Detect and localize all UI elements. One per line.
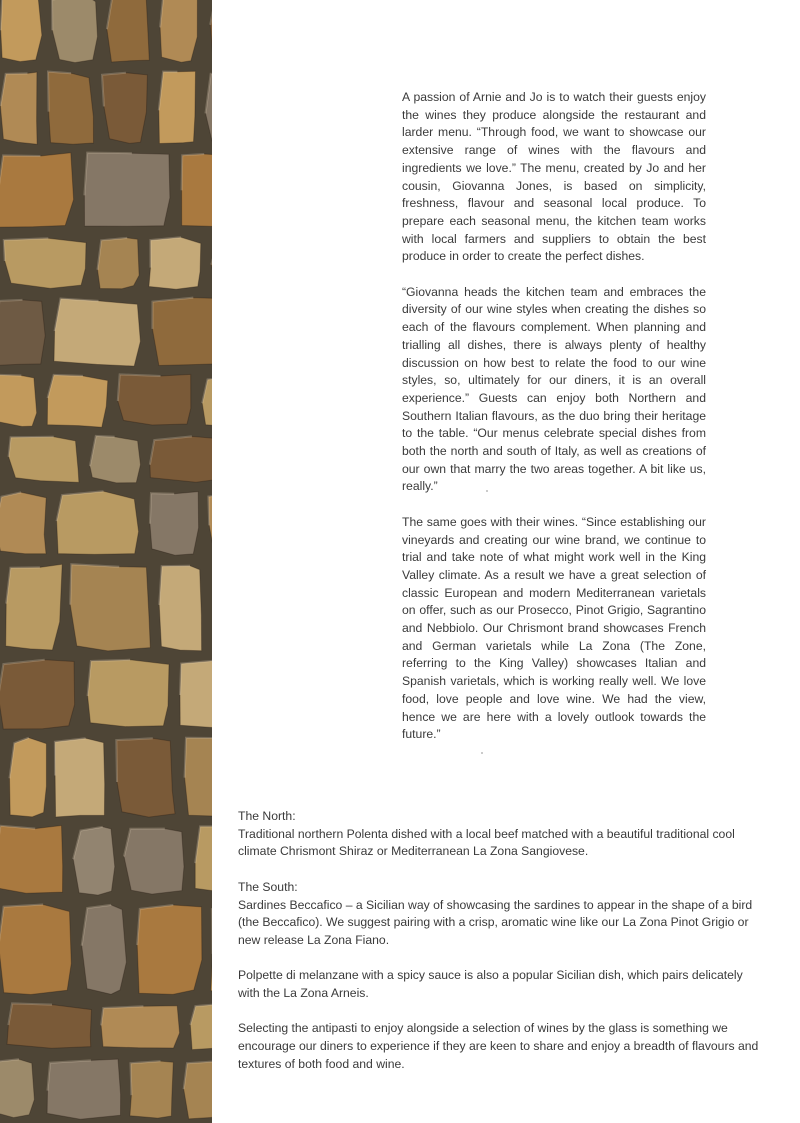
stone (9, 437, 79, 483)
stone (10, 738, 47, 817)
stone (0, 375, 37, 427)
stone (90, 436, 141, 483)
stone (70, 564, 150, 651)
stone (52, 0, 98, 63)
stone (150, 436, 212, 482)
stone (130, 1061, 173, 1118)
stone (152, 298, 212, 366)
polpette-text: Polpette di melanzane with a spicy sauce is also a popular Sicilian dish, which pairs delicately with the La Zona Arneis. (238, 968, 743, 1000)
stone (1, 0, 42, 62)
stone (124, 829, 184, 895)
antipasti-text: Selecting the antipasti to enjoy alongside a selection of wines by the glass is something we encourage our diners to experience if they are keen to share and enjoy a breadth of flavours and textures of both food and wine. (238, 1021, 759, 1071)
stone (107, 0, 149, 62)
stone (184, 1062, 212, 1119)
stone-wall-image (0, 0, 212, 1123)
stone (149, 237, 201, 289)
stone (0, 826, 63, 894)
article-paragraph-2: “Giovanna heads the kitchen team and embraces the diversity of our wine styles when creating the dishes so each of the flavours complement. When planning and trialling all dishes, there is always plenty of healthy discussion on how best to relate the food to our wine styles, so, ultimately for our diners, it is an overall experience.” Guests can enjoy both Northern and Southern Italian flavours, as the duo bring their heritage to the table. “Our menus celebrate special dishes from both the north and south of Italy, as well as creations of our own that marry the two areas together. A bit like us, really.” (402, 284, 706, 494)
stone (182, 154, 212, 227)
north-text: Traditional northern Polenta dished with a local beef matched with a beautiful traditional cool climate Chrismont Shiraz or Mediterranean La Zona Sangiovese. (238, 826, 735, 859)
stone (150, 492, 199, 556)
stone-wall-graphic (0, 0, 212, 1123)
stone (118, 374, 191, 425)
stone (160, 0, 197, 62)
stone (0, 905, 71, 995)
stone (98, 238, 140, 289)
stone (116, 738, 175, 817)
stone (0, 492, 46, 554)
stone (159, 71, 196, 143)
stone (84, 153, 169, 227)
stone (57, 491, 139, 554)
south-text: Sardines Beccafico – a Sicilian way of showcasing the sardines to appear in the shape of a bird (the Beccafico). We suggest pairing with a crisp, aromatic wine like our La Zona Pinot Grigio or new release La Zona Fiano. (238, 897, 753, 947)
stone (0, 660, 75, 729)
stone (101, 1006, 180, 1048)
article-paragraph-3: The same goes with their wines. “Since establishing our vineyards and creating our wine brand, we continue to trial and take note of what might work well in the King Valley climate. As a result we have a great selection of classic European and modern Mediterranean varietals on offer, such as our Prosecco, Pinot Grigio, Sagrantino and Nebbiolo. Our Chrismont brand showcases French and German varietals while La Zona (The Zone, referring to the King Valley) showcases Italian and Spanish varietals, which is working really well. We love food, love people and love wine. We had the view, hence we are here with a lovely outlook towards the future.” (402, 514, 706, 742)
stone (180, 660, 212, 728)
stone (4, 238, 86, 288)
stone (102, 73, 147, 144)
stone (7, 1003, 92, 1048)
stone (55, 738, 105, 817)
menu-notes (238, 808, 764, 1091)
stone (0, 153, 74, 227)
stone (82, 905, 127, 994)
stone (185, 738, 212, 816)
paper-speck (481, 752, 483, 754)
stone (0, 1059, 34, 1117)
stone (47, 1059, 121, 1119)
south-heading: The South: (238, 879, 298, 894)
article-paragraph-1: A passion of Arnie and Jo is to watch their guests enjoy the wines they produce alongside the restaurant and larder menu. “Through food, we want to showcase our extensive range of wines with the flavours and ingredients we love.” The menu, created by Jo and her cousin, Giovanna Jones, is based on simplicity, freshness, flavour and seasonal local produce. To prepare each seasonal menu, the kitchen team works with local farmers and suppliers to obtain the best produce in order to create the perfect dishes. (402, 90, 706, 264)
article-column (402, 89, 706, 762)
stone (0, 300, 45, 366)
paper-speck (486, 490, 488, 492)
stone (88, 660, 169, 727)
stone (6, 564, 63, 650)
north-heading: The North: (238, 809, 296, 823)
stone (137, 905, 202, 994)
stone (48, 72, 94, 145)
stone (54, 299, 140, 367)
stone (0, 72, 37, 144)
stone (159, 566, 201, 651)
stone (47, 375, 108, 427)
